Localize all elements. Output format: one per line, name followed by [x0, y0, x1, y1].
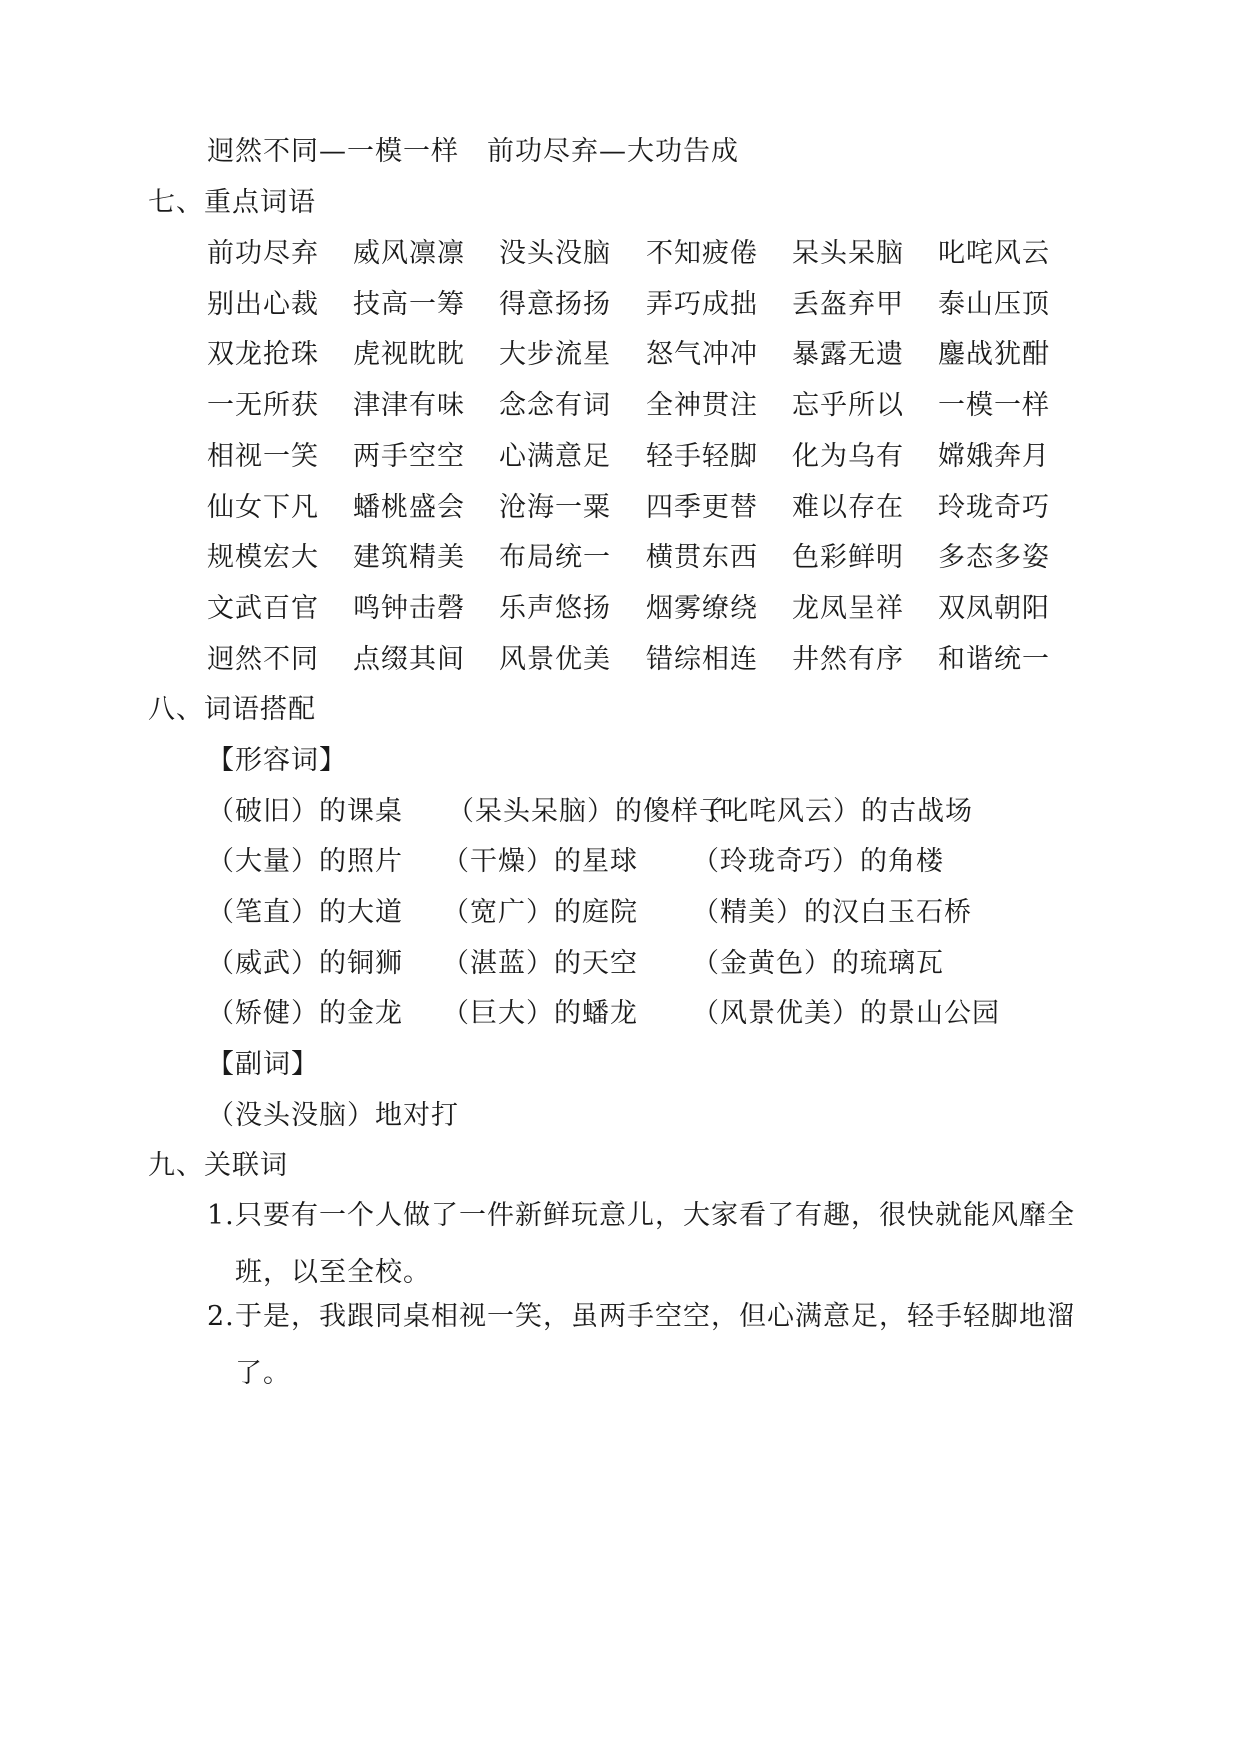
word: 点缀其间 — [353, 644, 465, 675]
collocation: （呆头呆脑）的傻样子 — [447, 796, 727, 827]
word: 呆头呆脑 — [792, 238, 904, 269]
collocation: （风景优美）的景山公园 — [692, 998, 1000, 1029]
word: 泰山压顶 — [938, 289, 1050, 320]
word: 虎视眈眈 — [353, 339, 465, 370]
item-number: 1. — [207, 1200, 235, 1231]
word: 鸣钟击磬 — [353, 593, 465, 624]
word: 难以存在 — [792, 492, 904, 523]
word: 玲珑奇巧 — [938, 492, 1050, 523]
word: 鏖战犹酣 — [938, 339, 1050, 370]
word: 不知疲倦 — [646, 238, 758, 269]
word: 威风凛凛 — [353, 238, 465, 269]
word: 弄巧成拙 — [646, 289, 758, 320]
collocation: （宽广）的庭院 — [442, 897, 638, 928]
word: 叱咤风云 — [938, 238, 1050, 269]
word: 轻手轻脚 — [646, 441, 758, 472]
word: 嫦娥奔月 — [938, 441, 1050, 472]
word: 技高一筹 — [353, 289, 465, 320]
adverb-collocation: （没头没脑）地对打 — [207, 1100, 459, 1131]
collocation: （玲珑奇巧）的角楼 — [692, 846, 944, 877]
word: 一模一样 — [938, 390, 1050, 421]
word: 前功尽弃 — [207, 238, 319, 269]
word: 别出心裁 — [207, 289, 319, 320]
list-item — [207, 1187, 1127, 1301]
word: 和谐统一 — [938, 644, 1050, 675]
word: 化为乌有 — [792, 441, 904, 472]
antonym-line: 迥然不同—一模一样 前功尽弃—大功告成 — [207, 136, 739, 167]
word: 乐声悠扬 — [499, 593, 611, 624]
word: 丢盔弃甲 — [792, 289, 904, 320]
word: 文武百官 — [207, 593, 319, 624]
word: 烟雾缭绕 — [646, 593, 758, 624]
word: 全神贯注 — [646, 390, 758, 421]
word: 念念有词 — [499, 390, 611, 421]
word: 仙女下凡 — [207, 492, 319, 523]
collocation: （威武）的铜狮 — [207, 948, 403, 979]
collocation: （叱咤风云）的古战场 — [693, 796, 973, 827]
word: 怒气冲冲 — [646, 339, 758, 370]
word: 津津有味 — [353, 390, 465, 421]
section-7-heading: 七、重点词语 — [148, 187, 316, 218]
item-number: 2. — [207, 1301, 235, 1332]
word: 心满意足 — [499, 441, 611, 472]
collocation: （破旧）的课桌 — [207, 796, 403, 827]
word: 龙凤呈祥 — [792, 593, 904, 624]
word: 暴露无遗 — [792, 339, 904, 370]
word: 相视一笑 — [207, 441, 319, 472]
collocation: （矫健）的金龙 — [207, 998, 403, 1029]
collocation: （精美）的汉白玉石桥 — [692, 897, 972, 928]
word: 两手空空 — [353, 441, 465, 472]
word: 大步流星 — [499, 339, 611, 370]
word: 布局统一 — [499, 542, 611, 573]
word: 得意扬扬 — [499, 289, 611, 320]
word: 一无所获 — [207, 390, 319, 421]
word: 忘乎所以 — [792, 390, 904, 421]
item-text: 于是，我跟同桌相视一笑，虽两手空空，但心满意足，轻手轻脚地溜了。 — [235, 1301, 1075, 1389]
word: 蟠桃盛会 — [353, 492, 465, 523]
word: 风景优美 — [499, 644, 611, 675]
word: 错综相连 — [646, 644, 758, 675]
collocation: （干燥）的星球 — [442, 846, 638, 877]
word: 双龙抢珠 — [207, 339, 319, 370]
collocation: （巨大）的蟠龙 — [442, 998, 638, 1029]
word: 双凤朝阳 — [938, 593, 1050, 624]
word: 建筑精美 — [353, 542, 465, 573]
section-9-heading: 九、关联词 — [148, 1150, 288, 1181]
collocation: （大量）的照片 — [207, 846, 403, 877]
word: 井然有序 — [792, 644, 904, 675]
word: 规模宏大 — [207, 542, 319, 573]
item-text: 只要有一个人做了一件新鲜玩意儿，大家看了有趣，很快就能风靡全班，以至全校。 — [235, 1200, 1075, 1288]
word: 四季更替 — [646, 492, 758, 523]
adjective-label: 【形容词】 — [207, 745, 347, 776]
word: 横贯东西 — [646, 542, 758, 573]
adverb-label: 【副词】 — [207, 1049, 319, 1080]
word: 迥然不同 — [207, 644, 319, 675]
word: 没头没脑 — [499, 238, 611, 269]
word: 沧海一粟 — [499, 492, 611, 523]
list-item — [207, 1288, 1127, 1402]
word: 色彩鲜明 — [792, 542, 904, 573]
section-8-heading: 八、词语搭配 — [148, 694, 316, 725]
word: 多态多姿 — [938, 542, 1050, 573]
collocation: （湛蓝）的天空 — [442, 948, 638, 979]
collocation: （笔直）的大道 — [207, 897, 403, 928]
collocation: （金黄色）的琉璃瓦 — [692, 948, 944, 979]
